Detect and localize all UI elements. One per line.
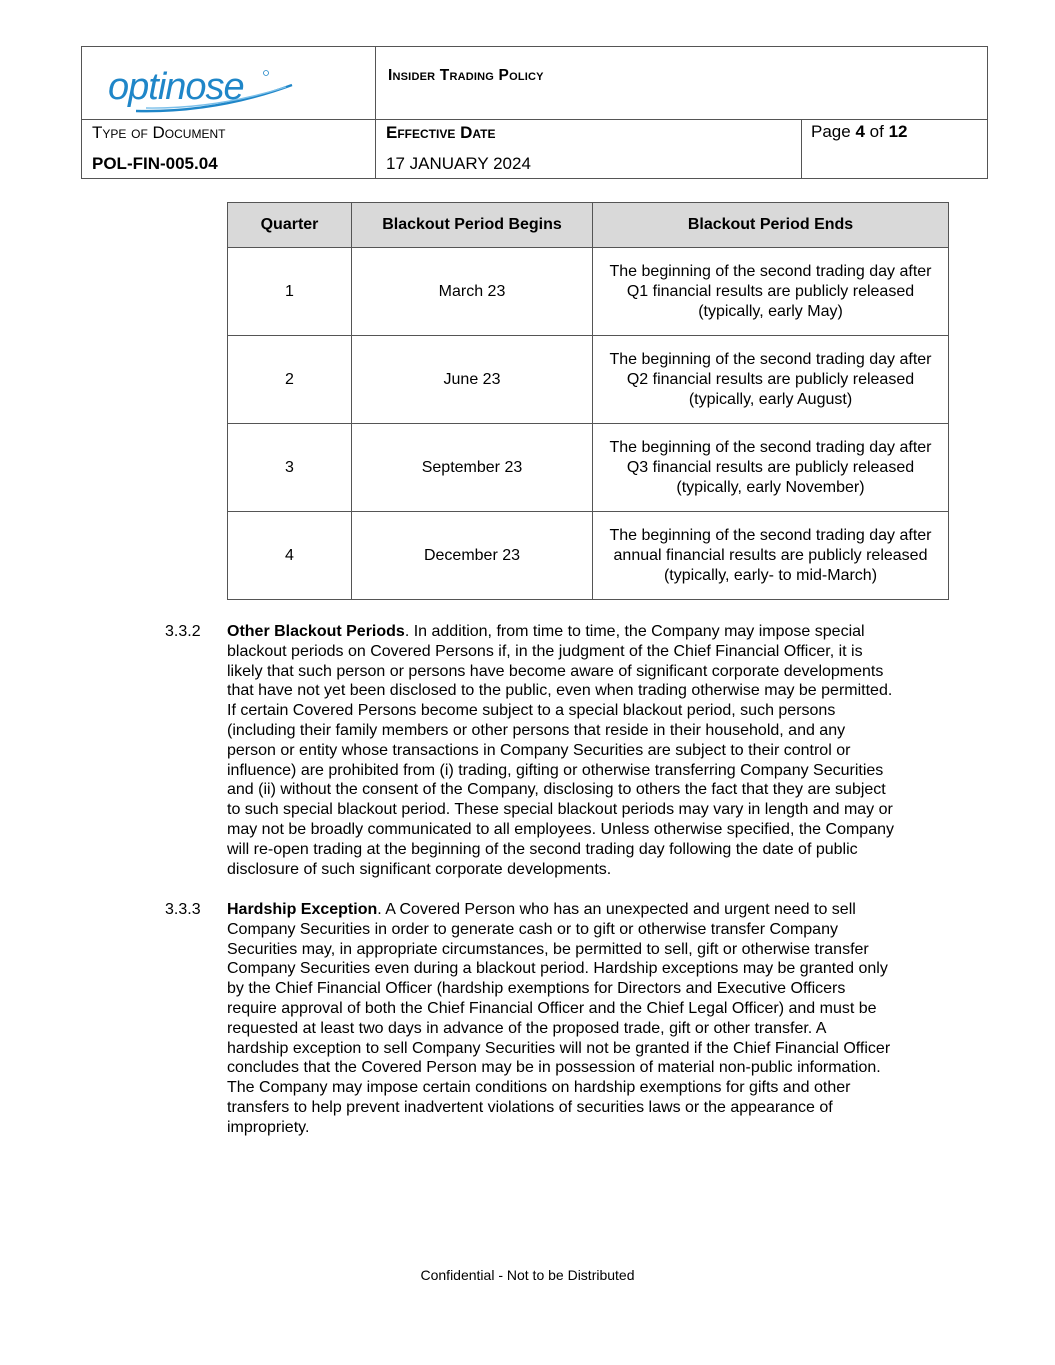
ends-line: The beginning of the second trading day after	[609, 350, 932, 368]
paragraph-line: blackout periods on Covered Persons if, in the judgment of the Chief Financial Officer, it is	[227, 642, 863, 660]
page-of: of	[869, 122, 884, 141]
page-number	[811, 122, 907, 142]
paragraph-line: impropriety.	[227, 1118, 310, 1136]
header-divider	[375, 47, 376, 178]
table-row	[228, 512, 949, 600]
begins-cell: March 23	[352, 248, 593, 336]
column-header-begins: Blackout Period Begins	[352, 203, 593, 248]
section-hardship-exception	[165, 900, 955, 1138]
section-number: 3.3.3	[165, 901, 201, 918]
paragraph-line-text: . A Covered Person who has an unexpected and urgent need to sell	[377, 901, 856, 918]
paragraph-line: that have not yet been disclosed to the public, even when trading otherwise may be permitted.	[227, 682, 893, 700]
ends-line: Q1 financial results are publicly released	[626, 282, 915, 300]
paragraph-line: Securities may, in appropriate circumstances, be permitted to sell, gift or otherwise transfer	[227, 940, 869, 958]
effective-date-value: 17 JANUARY 2024	[386, 154, 531, 173]
paragraph-line: and (ii) without the consent of the Company, disclosing to others the fact that they are subject	[227, 781, 886, 799]
paragraph-line	[227, 900, 955, 920]
column-header-quarter: Quarter	[228, 203, 352, 248]
begins-cell: June 23	[352, 336, 593, 424]
ends-line: (typically, early November)	[676, 478, 865, 496]
paragraph-line: (including their family members or other persons that reside in their household, and any	[227, 721, 846, 739]
ends-line: Q3 financial results are publicly released	[626, 458, 915, 476]
quarter-cell: 1	[228, 248, 352, 336]
document-header	[81, 46, 988, 179]
ends-cell	[593, 512, 949, 600]
ends-line: The beginning of the second trading day after	[609, 526, 932, 544]
document-number: POL-FIN-005.04	[92, 154, 218, 173]
section-body	[227, 622, 955, 879]
paragraph-line: may not be broadly communicated to all employees. Unless otherwise specified, the Company	[227, 820, 894, 838]
paragraph-line-text: . In addition, from time to time, the Company may impose special	[404, 623, 865, 640]
ends-line: (typically, early May)	[698, 302, 843, 320]
header-divider	[82, 119, 987, 120]
paragraph-line: hardship exception to sell Company Securities will not be granted if the Chief Financial Officer	[227, 1039, 891, 1057]
blackout-periods-table	[227, 202, 949, 600]
document-title: Insider Trading Policy	[388, 67, 544, 84]
paragraph-line: concludes that the Covered Person may be in possession of material non-public information.	[227, 1059, 881, 1077]
section-body	[227, 900, 955, 1138]
paragraph-line: likely that such person or persons have become aware of significant corporate developments	[227, 662, 884, 680]
header-divider	[801, 119, 802, 178]
ends-line: The beginning of the second trading day after	[609, 262, 932, 280]
ends-cell	[593, 336, 949, 424]
paragraph-line: by the Chief Financial Officer (hardship exemptions for Directors and Executive Officers	[227, 980, 846, 998]
table-row	[228, 336, 949, 424]
column-header-ends: Blackout Period Ends	[593, 203, 949, 248]
page-prefix: Page	[811, 122, 851, 141]
section-lead: Other Blackout Periods	[227, 623, 405, 640]
page-total: 12	[888, 122, 908, 141]
paragraph-line: transfers to help prevent inadvertent violations of securities laws or the appearance of	[227, 1098, 833, 1116]
paragraph-line: to such special blackout period. These special blackout periods may vary in length and may or	[227, 801, 893, 819]
section-other-blackout-periods	[165, 622, 955, 879]
ends-line: The beginning of the second trading day after	[609, 438, 932, 456]
logo-text: optinose	[108, 66, 244, 108]
paragraph-line: Company Securities even during a blackout period. Hardship exceptions may be granted only	[227, 960, 888, 978]
paragraph-line: If certain Covered Persons become subject to a special blackout period, such persons	[227, 702, 836, 720]
ends-line: annual financial results are publicly released	[613, 546, 928, 564]
ends-cell	[593, 424, 949, 512]
ends-cell	[593, 248, 949, 336]
paragraph-line: influence) are prohibited from (i) trading, gifting or otherwise transferring Company Securities	[227, 761, 884, 779]
confidentiality-footer: Confidential - Not to be Distributed	[420, 1267, 635, 1283]
ends-line: (typically, early- to mid-March)	[663, 566, 878, 584]
optinose-logo	[106, 63, 296, 115]
paragraph-line: disclosure of such significant corporate developments.	[227, 860, 612, 878]
quarter-cell: 4	[228, 512, 352, 600]
table-header-row	[228, 203, 949, 248]
table-row	[228, 248, 949, 336]
ends-line: Q2 financial results are publicly released	[626, 370, 915, 388]
paragraph-line: require approval of both the Chief Financial Officer and the Chief Legal Officer) and must be	[227, 999, 877, 1017]
begins-cell: September 23	[352, 424, 593, 512]
begins-cell: December 23	[352, 512, 593, 600]
paragraph-line: The Company may impose certain conditions on hardship exemptions for gifts and other	[227, 1079, 851, 1097]
paragraph-line	[227, 622, 955, 642]
section-number: 3.3.2	[165, 623, 201, 640]
paragraph-line: person or entity whose transactions in Company Securities are subject to their control or	[227, 741, 851, 759]
type-of-document-label: Type of Document	[92, 123, 226, 142]
quarter-cell: 3	[228, 424, 352, 512]
paragraph-line: requested at least two days in advance of the proposed trade, gift or other transfer. A	[227, 1019, 827, 1037]
paragraph-line: Company Securities in order to generate cash or to gift or otherwise transfer Company	[227, 920, 838, 938]
effective-date-label: Effective Date	[386, 123, 496, 142]
table-row	[228, 424, 949, 512]
section-lead: Hardship Exception	[227, 901, 378, 918]
page-current: 4	[855, 122, 865, 141]
quarter-cell: 2	[228, 336, 352, 424]
ends-line: (typically, early August)	[688, 390, 853, 408]
paragraph-line: will re-open trading at the beginning of the second trading day following the date of public	[227, 840, 858, 858]
